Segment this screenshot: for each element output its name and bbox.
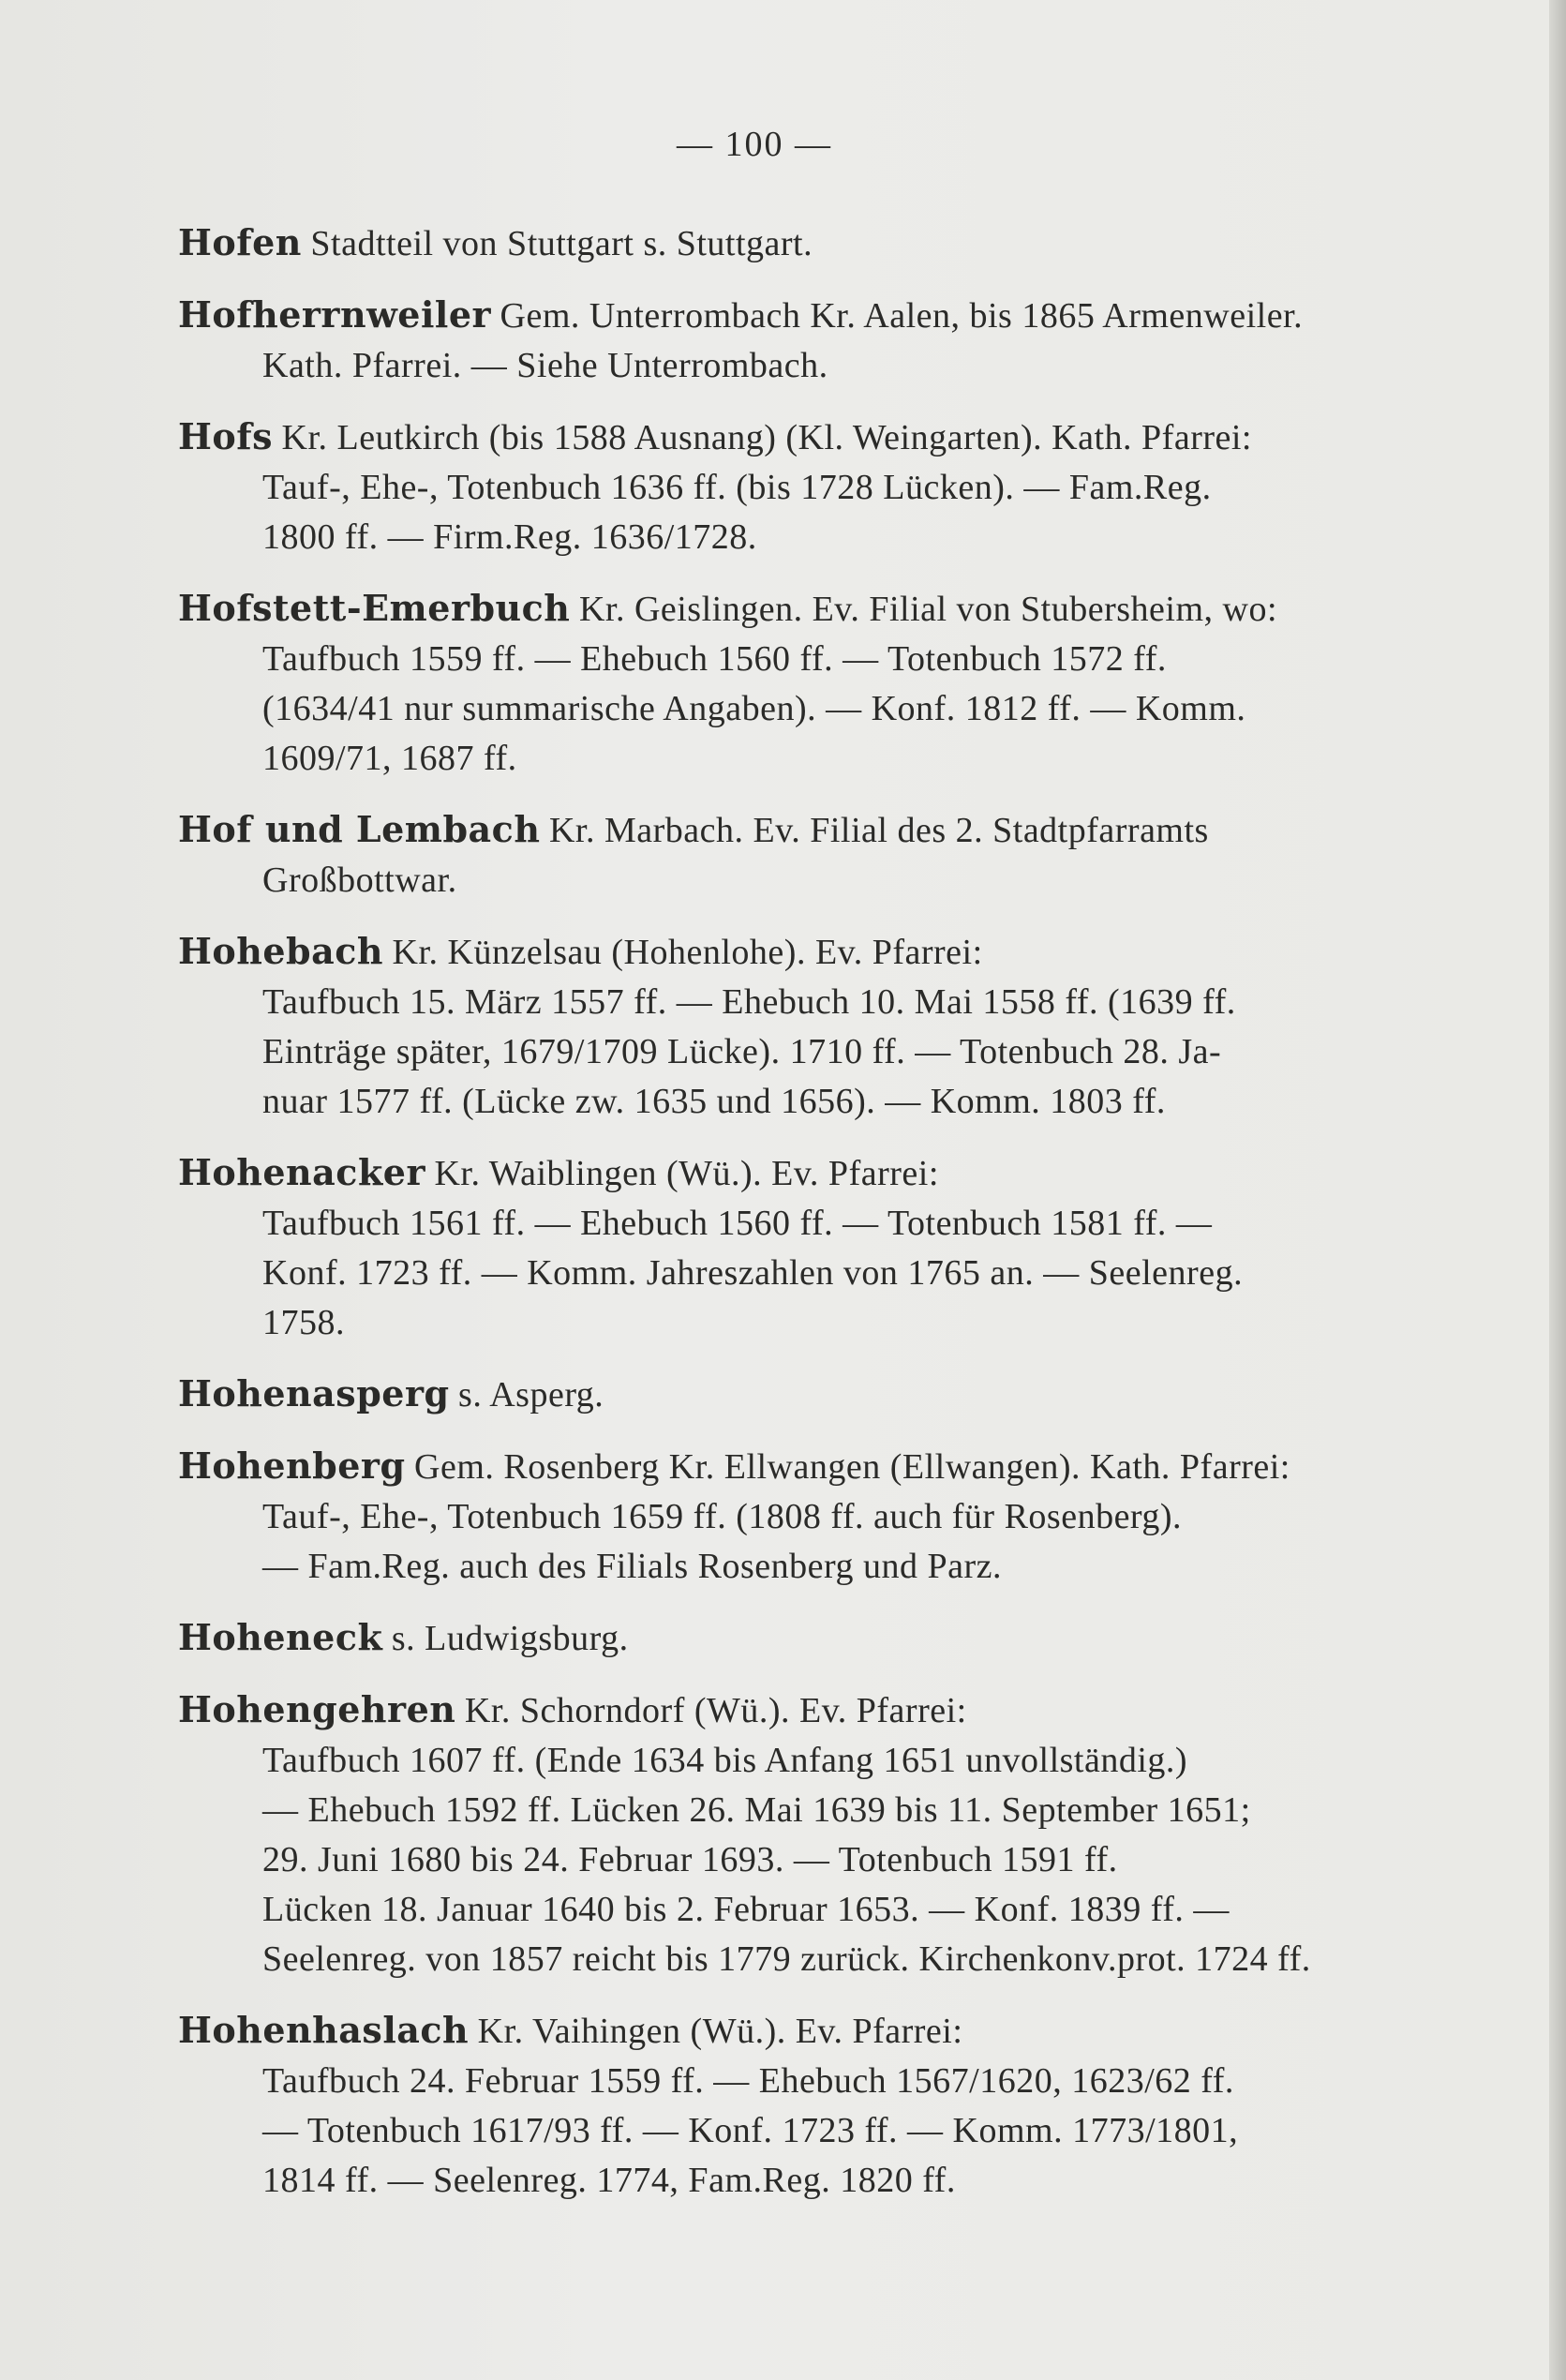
entry [178,583,1396,784]
entry-text: — Ehebuch 1592 ff. Lücken 26. Mai 1639 bis 11. September 1651; [262,1790,1251,1830]
entry-continuation-line [178,1077,1396,1127]
entry-text: Lücken 18. Januar 1640 bis 2. Februar 1653. — Konf. 1839 ff. — [262,1890,1230,1929]
entry-headword: Hohenberg [178,1444,406,1487]
entry-first-line [178,1612,1396,1664]
entry-headword: Hohenasperg [178,1372,450,1415]
entry-text: Konf. 1723 ff. — Komm. Jahreszahlen von 1765 an. — Seelenreg. [262,1253,1244,1293]
entry-headword: Hohenacker [178,1151,425,1193]
entry-continuation-line [178,856,1396,906]
entry-continuation-line [178,1935,1396,1984]
entry-text: Kath. Pfarrei. — Siehe Unterrombach. [262,346,828,385]
entry-text: Taufbuch 1561 ff. — Ehebuch 1560 ff. — Totenbuch 1581 ff. — [262,1204,1213,1243]
entry-headword: Hofen [178,221,302,263]
entry [178,926,1396,1127]
entry-text: — Fam.Reg. auch des Filials Rosenberg und Parz. [262,1547,1003,1586]
entry-continuation-line [178,2057,1396,2106]
entry-continuation-line [178,1298,1396,1348]
entry-text: Seelenreg. von 1857 reicht bis 1779 zurück. Kirchenkonv.prot. 1724 ff. [262,1939,1311,1979]
entry-continuation-line [178,1885,1396,1935]
entry-headword: Hof und Lembach [178,808,541,850]
gazetteer-entries [178,217,1396,2226]
entry-continuation-line [178,1736,1396,1786]
entry-continuation-line [178,2106,1396,2156]
entry-text: s. Ludwigsburg. [391,1619,629,1658]
entry-headword: Hohebach [178,930,384,972]
entry-text: Großbottwar. [262,861,457,900]
entry-text: 1814 ff. — Seelenreg. 1774, Fam.Reg. 1820 ff. [262,2161,956,2200]
entry [178,804,1396,906]
entry-continuation-line [178,1786,1396,1835]
entry-first-line [178,804,1396,856]
entry [178,1684,1396,1984]
entry-text: 29. Juni 1680 bis 24. Februar 1693. — Totenbuch 1591 ff. [262,1840,1118,1879]
entry-first-line [178,1441,1396,1492]
entry-text: Tauf-, Ehe-, Totenbuch 1636 ff. (bis 1728 Lücken). — Fam.Reg. [262,468,1212,507]
page-spine-edge [1549,0,1566,2380]
entry-text: Tauf-, Ehe-, Totenbuch 1659 ff. (1808 ff. auch für Rosenberg). [262,1497,1183,1536]
entry-text: Kr. Leutkirch (bis 1588 Ausnang) (Kl. Weingarten). Kath. Pfarrei: [281,418,1252,457]
entry-text: 1609/71, 1687 ff. [262,739,517,778]
entry-headword: Hohengehren [178,1688,456,1730]
entry-text: Kr. Waiblingen (Wü.). Ev. Pfarrei: [434,1154,939,1193]
entry-headword: Hofstett-Emerbuch [178,587,571,629]
entry-continuation-line [178,684,1396,734]
entry-continuation-line [178,341,1396,391]
entry-text: Gem. Rosenberg Kr. Ellwangen (Ellwangen). Kath. Pfarrei: [414,1447,1290,1487]
entry-continuation-line [178,1027,1396,1077]
entry [178,412,1396,562]
entry-text: 1800 ff. — Firm.Reg. 1636/1728. [262,517,757,557]
entry-text: Gem. Unterrombach Kr. Aalen, bis 1865 Armenweiler. [500,296,1304,336]
entry-text: nuar 1577 ff. (Lücke zw. 1635 und 1656). — Komm. 1803 ff. [262,1082,1166,1121]
entry-first-line [178,290,1396,341]
entry-text: Kr. Geislingen. Ev. Filial von Stubersheim, wo: [578,590,1278,629]
entry-text: 1758. [262,1303,345,1342]
entry-text: Taufbuch 1607 ff. (Ende 1634 bis Anfang 1651 unvollständig.) [262,1741,1188,1780]
entry-first-line [178,217,1396,269]
entry-continuation-line [178,1542,1396,1592]
entry-text: Taufbuch 1559 ff. — Ehebuch 1560 ff. — Totenbuch 1572 ff. [262,639,1167,679]
entry-text: Kr. Marbach. Ev. Filial des 2. Stadtpfarramts [548,811,1209,850]
entry-text: s. Asperg. [458,1375,604,1415]
entry-headword: Hofs [178,415,273,457]
entry-continuation-line [178,463,1396,513]
entry-text: Stadtteil von Stuttgart s. Stuttgart. [310,224,813,263]
entry-headword: Hoheneck [178,1616,383,1658]
entry-text: Taufbuch 15. März 1557 ff. — Ehebuch 10. Mai 1558 ff. (1639 ff. [262,982,1236,1022]
entry-first-line [178,1684,1396,1736]
entry-continuation-line [178,1249,1396,1298]
entry [178,1369,1396,1420]
entry [178,290,1396,391]
entry-continuation-line [178,734,1396,784]
entry-first-line [178,926,1396,978]
entry-text: Kr. Künzelsau (Hohenlohe). Ev. Pfarrei: [392,933,983,972]
entry-continuation-line [178,513,1396,562]
entry [178,1612,1396,1664]
entry [178,2005,1396,2206]
page-number: — 100 — [677,125,832,164]
entry-first-line [178,1369,1396,1420]
entry [178,1147,1396,1348]
entry [178,1441,1396,1592]
entry-first-line [178,412,1396,463]
entry-first-line [178,583,1396,635]
entry-continuation-line [178,978,1396,1027]
entry-continuation-line [178,635,1396,684]
entry-text: Kr. Schorndorf (Wü.). Ev. Pfarrei: [464,1691,967,1730]
entry-text: (1634/41 nur summarische Angaben). — Konf. 1812 ff. — Komm. [262,689,1246,728]
entry-text: Taufbuch 24. Februar 1559 ff. — Ehebuch 1567/1620, 1623/62 ff. [262,2061,1234,2101]
entry-continuation-line [178,1835,1396,1885]
entry [178,217,1396,269]
entry-text: Kr. Vaihingen (Wü.). Ev. Pfarrei: [477,2012,963,2051]
entry-first-line [178,2005,1396,2057]
entry-continuation-line [178,2156,1396,2206]
entry-text: Einträge später, 1679/1709 Lücke). 1710 ff. — Totenbuch 28. Ja- [262,1032,1222,1071]
entry-first-line [178,1147,1396,1199]
entry-headword: Hohenhaslach [178,2009,470,2051]
entry-headword: Hofherrnweiler [178,293,492,336]
entry-continuation-line [178,1199,1396,1249]
entry-continuation-line [178,1492,1396,1542]
entry-text: — Totenbuch 1617/93 ff. — Konf. 1723 ff. — Komm. 1773/1801, [262,2111,1239,2150]
